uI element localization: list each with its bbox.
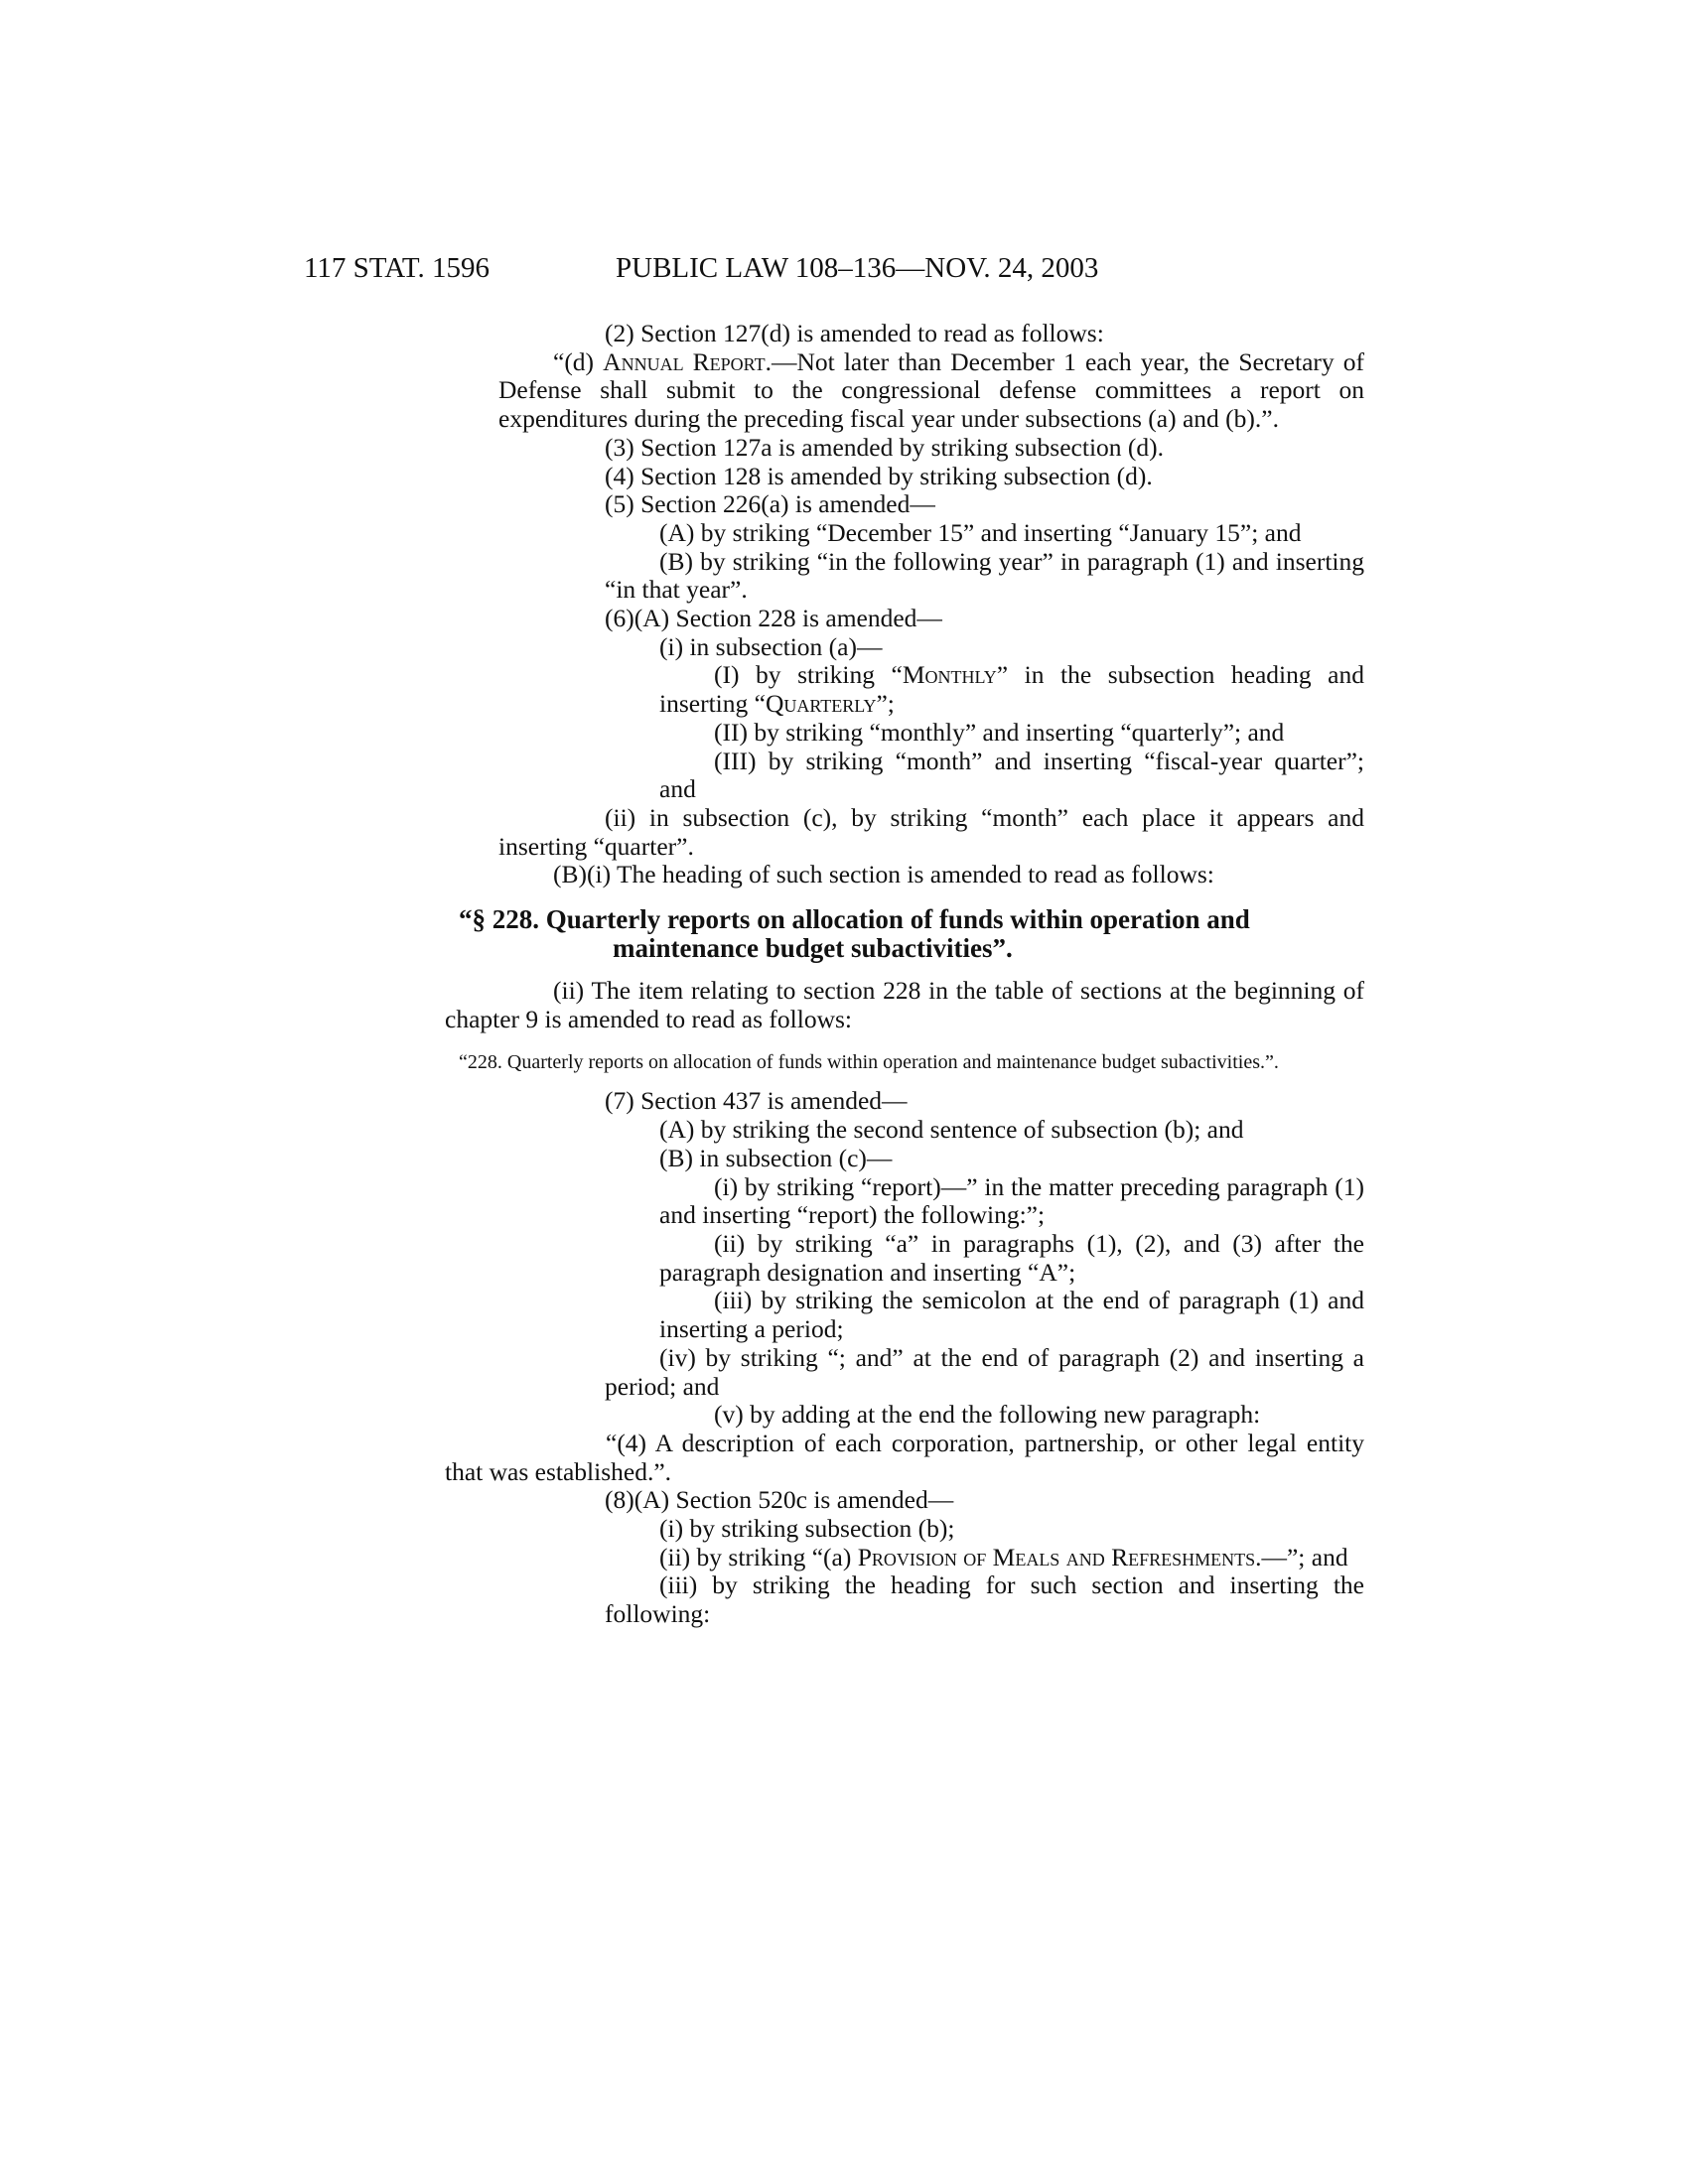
para-6-i-I	[498, 661, 1364, 718]
para-2: (2) Section 127(d) is amended to read as follows:	[605, 319, 1104, 347]
para-7-b-ii: (ii) by striking “a” in paragraphs (1), (2), and (3) after the paragraph designation and inserting “A”;	[659, 1228, 1364, 1287]
annual-report-heading: Annual Report	[603, 346, 766, 376]
para-8-i: (i) by striking subsection (b);	[659, 1514, 955, 1544]
para-6-i: (i) in subsection (a)—	[659, 631, 883, 661]
text: ” in the subsection heading and inserting “	[659, 660, 1364, 719]
provision-heading: Provision of Meals and Refreshments	[857, 1542, 1256, 1571]
para-7: (7) Section 437 is amended—	[605, 1086, 908, 1116]
para-7-b-i: (i) by striking “report)—” in the matter preceding paragraph (1) and inserting “report) the following:”;	[659, 1171, 1364, 1230]
monthly-term: Monthly	[902, 660, 997, 690]
para-annual-report	[498, 348, 1364, 434]
para-7-quote: “(4) A description of each corporation, partnership, or other legal entity that was established.”.	[445, 1428, 1364, 1486]
para-8-iii: (iii) by striking the heading for such section and inserting the following:	[605, 1570, 1364, 1629]
table-of-sections-item: “228. Quarterly reports on allocation of funds within operation and maintenance budget subactivities.”.	[459, 1051, 1279, 1074]
text: ”;	[876, 689, 895, 719]
statute-page-number: 117 STAT. 1596	[304, 252, 490, 284]
para-6-b-ii: (ii) The item relating to section 228 in the table of sections at the beginning of chapter 9 is amended to read as follows:	[445, 976, 1364, 1033]
section-heading-228: “§ 228. Quarterly reports on allocation of funds within operation and maintenance budget subactivities”.	[459, 904, 1250, 964]
para-6-i-III: (III) by striking “month” and inserting “fiscal-year quarter”; and	[659, 746, 1364, 804]
page-header	[304, 250, 1227, 286]
para-6-i-II: (II) by striking “monthly” and inserting “quarterly”; and	[714, 717, 1285, 747]
document-body	[445, 319, 1364, 1629]
annual-report-text: .—Not later than December 1 each year, the Secretary of Defense shall submit to the congressional defense committees a report on expenditures during the preceding fiscal year under subsections (a) and (b).”.	[498, 346, 1364, 434]
text: .—”; and	[1255, 1542, 1348, 1571]
para-8: (8)(A) Section 520c is amended—	[605, 1485, 954, 1515]
para-7-a: (A) by striking the second sentence of subsection (b); and	[659, 1115, 1244, 1145]
public-law-title: PUBLIC LAW 108–136—NOV. 24, 2003	[616, 252, 1099, 284]
para-6: (6)(A) Section 228 is amended—	[605, 604, 942, 633]
para-7-b-v: (v) by adding at the end the following new paragraph:	[714, 1400, 1261, 1430]
para-6-ii: (ii) in subsection (c), by striking “month” each place it appears and inserting “quarter”.	[498, 802, 1364, 861]
para-6-b: (B)(i) The heading of such section is amended to read as follows:	[553, 860, 1214, 889]
para-4: (4) Section 128 is amended by striking subsection (d).	[605, 461, 1153, 490]
para-8-ii	[498, 1544, 1364, 1572]
para-7-b: (B) in subsection (c)—	[659, 1143, 893, 1172]
para-7-b-iv: (iv) by striking “; and” at the end of paragraph (2) and inserting a period; and	[605, 1342, 1364, 1401]
para-7-b-iii: (iii) by striking the semicolon at the end of paragraph (1) and inserting a period;	[659, 1286, 1364, 1344]
para-3: (3) Section 127a is amended by striking subsection (d).	[605, 432, 1165, 462]
para-5-a: (A) by striking “December 15” and inserting “January 15”; and	[659, 517, 1302, 547]
para-5-b: (B) by striking “in the following year” in paragraph (1) and inserting “in that year”.	[605, 546, 1364, 605]
para-5: (5) Section 226(a) is amended—	[605, 489, 935, 519]
quote-open: “(d)	[553, 346, 604, 376]
text: (ii) by striking “(a)	[659, 1542, 858, 1571]
quarterly-term: Quarterly	[765, 689, 877, 719]
text: (I) by striking “	[714, 660, 903, 690]
